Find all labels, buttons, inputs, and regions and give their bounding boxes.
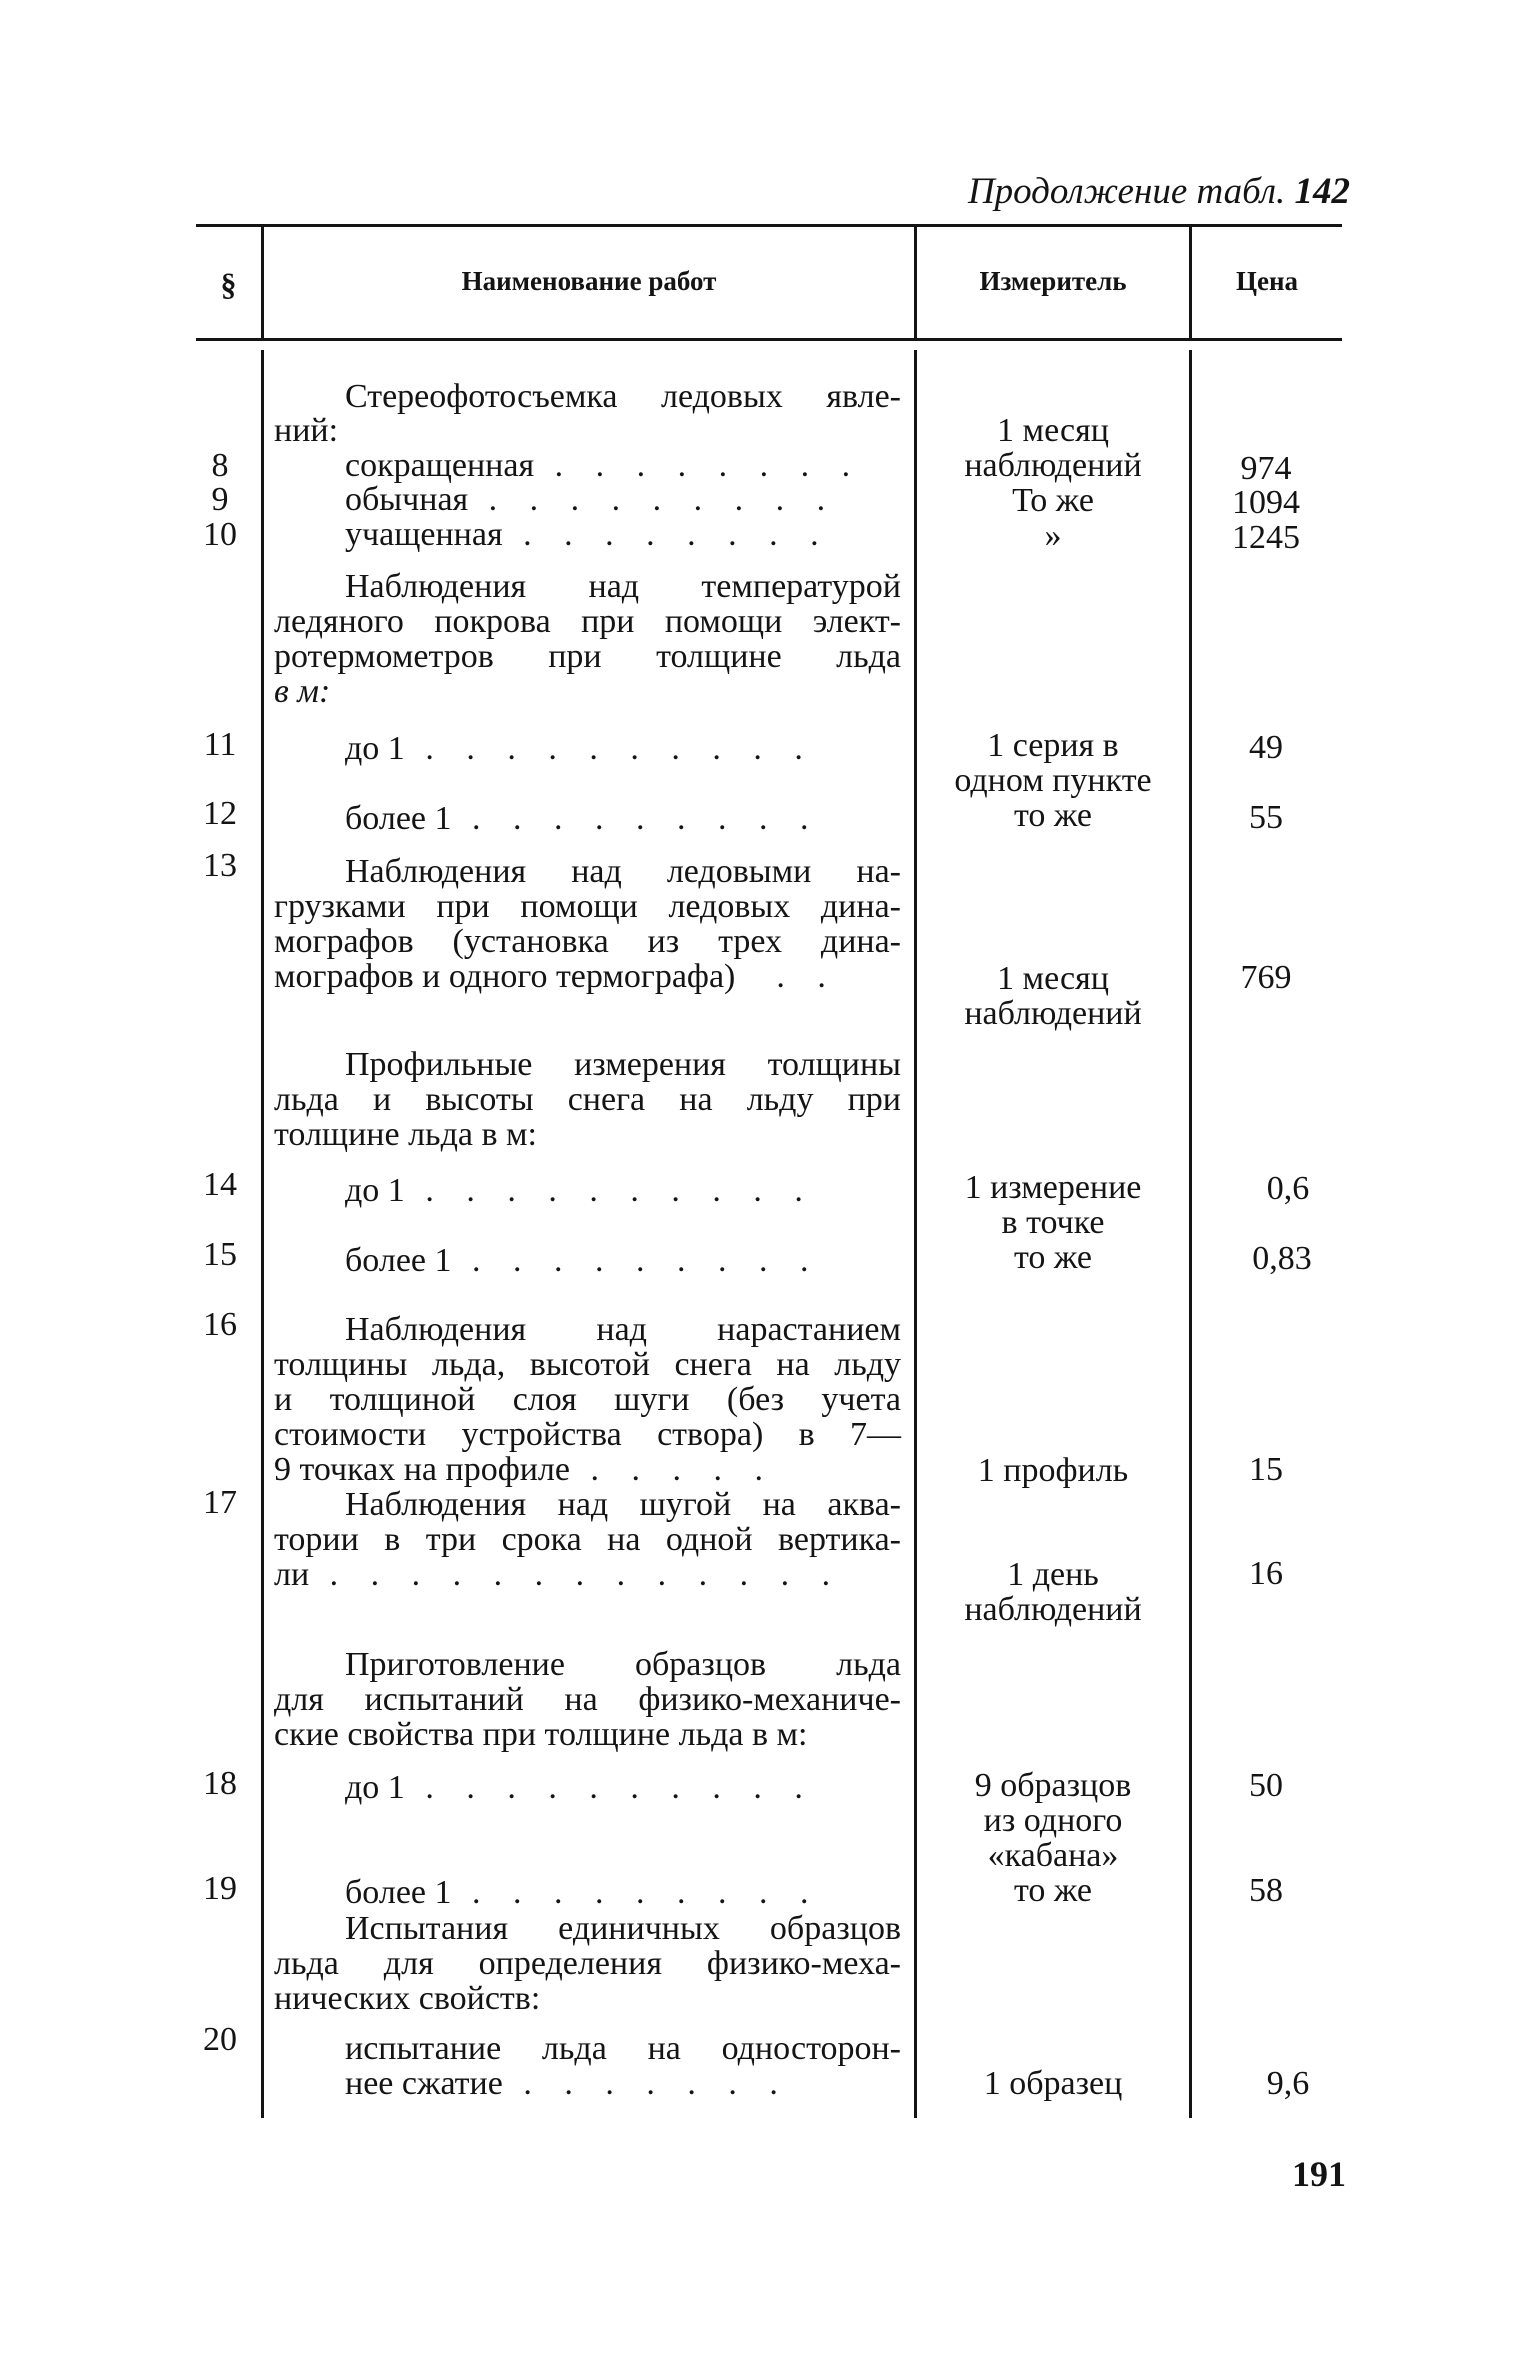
unit-cell: То же xyxy=(1012,482,1094,519)
price-cell: 50 xyxy=(1249,1767,1283,1804)
unit-cell: наблюдений xyxy=(964,995,1142,1032)
row-number: 8 xyxy=(211,447,229,484)
text-line: ний: xyxy=(274,412,339,449)
unit-cell: то же xyxy=(1013,1239,1093,1276)
row-number: 17 xyxy=(203,1484,237,1521)
unit-cell: «кабана» xyxy=(987,1837,1119,1874)
text-line: и толщиной слоя шуги (без учета xyxy=(274,1381,901,1418)
row-name: более 1 . . . . . . . . . xyxy=(345,800,821,837)
text-line: ротермометров при толщине льда xyxy=(274,638,901,675)
price-cell: 0,83 xyxy=(1252,1240,1312,1277)
text-line: нических свойств: xyxy=(274,1980,541,2017)
price-cell: 15 xyxy=(1249,1451,1283,1488)
price-cell: 1245 xyxy=(1232,519,1300,556)
text-line: толщины льда, высотой снега на льду xyxy=(274,1346,901,1383)
price-cell: 1094 xyxy=(1232,484,1300,521)
column-header-section: § xyxy=(220,266,237,302)
text-line: стоимости устройства створа) в 7— xyxy=(274,1416,901,1453)
text-line: для испытаний на физико-механиче- xyxy=(274,1681,901,1718)
text-line: мографов (установка из трех дина- xyxy=(274,923,901,960)
table-number: 142 xyxy=(1294,171,1350,212)
text-line: Наблюдения над ледовыми на- xyxy=(345,853,901,890)
text-line: Испытания единичных образцов xyxy=(345,1910,901,1947)
text-line: толщине льда в м: xyxy=(274,1116,537,1153)
price-cell: 0,6 xyxy=(1266,1170,1310,1207)
text-line: Наблюдения над шугой на аква- xyxy=(345,1486,901,1523)
text-line: испытание льда на односторон- xyxy=(345,2030,901,2067)
price-cell: 58 xyxy=(1249,1872,1283,1909)
text-line: Наблюдения над температурой xyxy=(345,568,901,605)
unit-cell: наблюдений xyxy=(964,447,1142,484)
unit-cell: то же xyxy=(1013,1872,1093,1909)
unit-cell: 1 месяц xyxy=(997,960,1109,997)
table-continuation-caption xyxy=(968,170,1350,213)
price-cell: 769 xyxy=(1240,959,1292,996)
text-line: льда для определения физико-меха- xyxy=(274,1945,901,1982)
page-number: 191 xyxy=(1292,2154,1346,2194)
row-number: 13 xyxy=(203,847,237,884)
text-line: 9 точках на профиле . . . . . xyxy=(274,1451,775,1488)
row-name: нее сжатие . . . . . . . xyxy=(345,2065,790,2102)
unit-cell: из одного xyxy=(983,1802,1123,1839)
text-line: Приготовление образцов льда xyxy=(345,1646,901,1683)
price-cell: 974 xyxy=(1240,450,1292,487)
row-number: 10 xyxy=(203,516,237,553)
text-line: ли . . . . . . . . . . . . . xyxy=(274,1556,843,1593)
price-cell: 16 xyxy=(1249,1555,1283,1592)
row-name: более 1 . . . . . . . . . xyxy=(345,1242,821,1279)
text-line: мографов и одного термографа) . . xyxy=(274,958,838,995)
header-bottom-rule xyxy=(196,338,1342,341)
row-name: учащенная . . . . . . . . xyxy=(345,516,831,553)
column-header-unit: Измеритель xyxy=(979,266,1127,296)
row-number: 18 xyxy=(203,1765,237,1802)
row-number: 15 xyxy=(203,1236,237,1273)
price-cell: 49 xyxy=(1249,729,1283,766)
row-number: 20 xyxy=(203,2021,237,2058)
top-rule xyxy=(196,224,1342,227)
unit-cell: в точке xyxy=(1001,1204,1105,1241)
text-line: Стереофотосъемка ледовых явле- xyxy=(345,378,901,415)
unit-cell: 9 образцов xyxy=(974,1767,1132,1804)
row-number: 12 xyxy=(203,795,237,832)
unit-cell: 1 месяц xyxy=(997,412,1109,449)
unit-cell: 1 профиль xyxy=(977,1452,1129,1489)
unit-cell: 1 образец xyxy=(983,2065,1123,2102)
text-line: Профильные измерения толщины xyxy=(345,1046,901,1083)
text-line: в м: xyxy=(274,673,331,710)
unit-cell: 1 измерение xyxy=(964,1169,1142,1206)
price-cell: 55 xyxy=(1249,799,1283,836)
unit-cell: одном пункте xyxy=(954,762,1152,799)
text-line: грузками при помощи ледовых дина- xyxy=(274,888,901,925)
column-header-price: Цена xyxy=(1235,266,1299,296)
row-name: до 1 . . . . . . . . . . xyxy=(345,1172,815,1209)
price-cell: 9,6 xyxy=(1266,2065,1310,2102)
row-number: 11 xyxy=(203,726,237,763)
text-line: льда и высоты снега на льду при xyxy=(274,1081,901,1118)
unit-cell: 1 день xyxy=(1007,1556,1099,1593)
row-number: 14 xyxy=(203,1166,237,1203)
unit-cell: то же xyxy=(1013,797,1093,834)
row-name: до 1 . . . . . . . . . . xyxy=(345,730,815,767)
column-divider xyxy=(1189,350,1192,2118)
row-number: 9 xyxy=(211,481,229,518)
unit-cell: наблюдений xyxy=(964,1591,1142,1628)
column-divider xyxy=(261,350,264,2118)
row-name: обычная . . . . . . . . . xyxy=(345,481,838,518)
row-name: до 1 . . . . . . . . . . xyxy=(345,1769,815,1806)
row-number: 16 xyxy=(203,1306,237,1343)
row-name: более 1 . . . . . . . . . xyxy=(345,1874,821,1911)
unit-cell: 1 серия в xyxy=(987,727,1119,764)
row-name: сокращенная . . . . . . . . xyxy=(345,447,863,484)
text-line: Наблюдения над нарастанием xyxy=(345,1311,901,1348)
text-line: ские свойства при толщине льда в м: xyxy=(274,1716,808,1753)
row-number: 19 xyxy=(203,1870,237,1907)
text-line: ледяного покрова при помощи элект- xyxy=(274,603,901,640)
caption-text: Продолжение табл. xyxy=(967,171,1286,212)
unit-cell: » xyxy=(1044,517,1062,554)
column-header-name: Наименование работ xyxy=(461,266,717,296)
text-line: тории в три срока на одной вертика- xyxy=(274,1521,901,1558)
